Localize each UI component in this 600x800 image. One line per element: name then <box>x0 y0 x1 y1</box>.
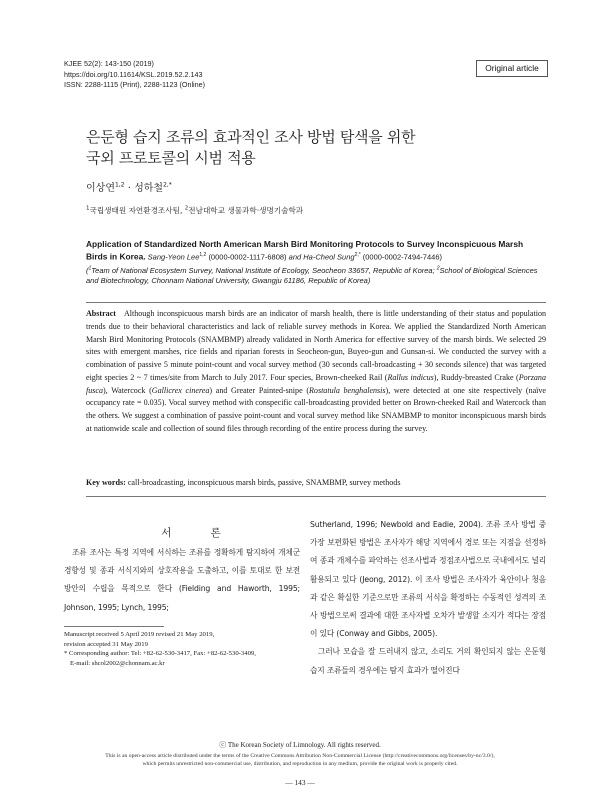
doi-link[interactable]: https://doi.org/10.11614/KSL.2019.52.2.143 <box>64 69 203 79</box>
abstract-label: Abstract <box>86 309 116 318</box>
korean-authors <box>86 179 172 194</box>
affiliation-text-en: School of Biological Sciences and Biotechnology, Chonnam National University, Gwangju 61186, Republic of Korea) <box>86 265 538 285</box>
body-paragraph: 조류 조사는 특정 지역에 서식하는 조류를 정확하게 탐지하여 개체군 경향성 및 종과 서식지와의 상호작용을 도출하고, 이를 토대로 한 보전 방안의 수립을 목적으로 한다 (Fielding and Haworth, 1995; Johnson, 1995; Lynch, 1995; <box>64 548 300 612</box>
korean-title-line2: 국외 프로토콜의 시범 적용 <box>86 149 256 167</box>
english-title: Application of Standardized North American Marsh Bird Monitoring Protocols to Survey Inconspicuous Marsh Birds in Korea. <box>86 239 524 262</box>
orcid: (0000-0002-7494-7446) <box>362 252 442 262</box>
orcid: (0000-0002-1117-6808) <box>208 252 287 262</box>
species-name: Rostatula benghalensis <box>309 385 386 395</box>
footnote-divider <box>64 626 164 627</box>
journal-citation: KJEE 52(2): 143-150 (2019) <box>64 59 154 68</box>
author-name: 이상연 <box>86 183 115 194</box>
affil-sup: 2 <box>436 265 440 272</box>
korean-title-line1: 은둔형 습지 조류의 효과적인 조사 방법 탐색을 위한 <box>86 128 416 146</box>
abstract-divider-top <box>86 302 546 303</box>
author-name-en: Sang-Yeon Lee <box>147 252 200 262</box>
author-affil-sup: 2,* <box>163 181 172 189</box>
species-name: Rallus indicus <box>387 372 434 382</box>
affil-sup: 1 <box>86 205 90 212</box>
korean-title <box>86 127 415 169</box>
author-name-en: Ha-Cheol Sung <box>303 252 355 262</box>
copyright-notice: ⓒ The Korean Society of Limnology. All rights reserved. <box>219 741 381 749</box>
author-affil-sup: 1,2 <box>199 252 207 259</box>
footnote-line: Manuscript received 5 April 2019 revised 21 May 2019, <box>64 631 215 638</box>
species-name: Gallicrex cinerea <box>151 385 210 395</box>
abstract-text: Although inconspicuous marsh birds are an indicator of marsh health, there is little understanding of their status and population trends due to their behavioral characteristics and lack of reliable survey methods in Korea. We applied the Standardized North American Marsh Bird Monitoring Protocols (SNAMBMP) already validated in North America for effective survey of the marsh birds. We selected 29 sites with emergent marshes, rice fields and riparian forests in Seocheon-gun, Buyeo-gun and Gunsan-si. We conducted the survey with a combination of passive 5 minute point-count and vocal survey method (30 seconds call-broadcasting + 30 seconds silence) that was targeted eight species 2 ~ 7 times/site from March to July 2017. Four species, Brown-cheeked Rail ( <box>86 309 546 382</box>
author-conjunction: and <box>288 252 302 262</box>
footnote-line: * Corresponding author: Tel: +82-62-530-3417, Fax: +82-62-530-3409, <box>64 650 256 658</box>
abstract <box>86 308 546 436</box>
english-title-block <box>86 239 546 286</box>
abstract-text: ), were detected at one site respectively (naïve occupancy rate = 0.035). Vocal survey method with conspecific call-broadcasting provided better on Brown-cheeked Rail and Watercock than the others. We suggest a combination of passive point-count and vocal survey method like SNAMBMP to monitor inconspicuous marsh birds at nationwide scale and collection of sound files through recording of the entire process during the survey. <box>86 385 546 433</box>
keywords-text: call-broadcasting, inconspicuous marsh birds, passive, SNAMBMP, survey methods <box>125 478 401 487</box>
footnote-email[interactable]: E-mail: shcol2002@chonnam.ac.kr <box>70 659 165 667</box>
body-column-right <box>310 516 546 680</box>
section-heading-introduction: 서 론 <box>161 527 239 539</box>
license-line: which permits unrestricted non-commercial use, distribution, and reproduction in any medium, provide the original work is properly cited. <box>142 761 458 768</box>
footnote-line: revision accepted 31 May 2019 <box>64 640 148 648</box>
abstract-text: ), Ruddy-breasted Crake ( <box>433 372 519 382</box>
species-name: Porzana fusca <box>86 372 546 395</box>
affil-sup: 2 <box>184 205 189 212</box>
author-separator: · <box>124 183 135 194</box>
author-affil-sup: 2,* <box>354 252 361 259</box>
affiliation-text: 전남대학교 생물과학·생명기술학과 <box>188 206 304 215</box>
affiliation-text-en: Team of National Ecosystem Survey, National Institute of Ecology, Seocheon 33657, Republic of Korea; <box>91 265 437 275</box>
korean-affiliations <box>86 205 303 216</box>
affiliation-text: 국립생태원 자연환경조사팀, <box>89 206 185 215</box>
abstract-divider-bottom <box>86 496 546 497</box>
affil-sup: 1 <box>88 265 92 272</box>
author-name: 성하철 <box>134 183 164 194</box>
abstract-text: ) and Greater Painted-snipe ( <box>209 385 309 395</box>
license-notice <box>60 752 540 769</box>
body-column-left <box>64 544 300 617</box>
english-affiliations: ($^1$Team of National Ecosystem Survey, National Institute of Ecology, Seocheon 33657, Republic of Korea; $^2$School of Biological Sciences and Biotechnology, Chonnam National University, Gwangju 61186, Republic of Korea) <box>86 265 538 285</box>
keywords <box>86 478 546 487</box>
author-affil-sup: 1,2 <box>114 181 125 189</box>
body-paragraph: 그러나 모습을 잘 드러내지 않고, 소리도 거의 확인되지 않는 은둔형 습지 조류들의 경우에는 탐지 효과가 떨어진다 <box>310 647 546 675</box>
abstract-text: ), Watercock ( <box>103 385 152 395</box>
journal-header <box>64 59 205 91</box>
license-line: This is an open-access article distributed under the terms of the Creative Commons Attribution Non-Commercial License (http://creativecommons.org/licenses/by-nc/3.0/), <box>105 753 495 759</box>
page-number: — 143 — <box>285 778 315 787</box>
issn-line: ISSN: 2288-1115 (Print), 2288-1123 (Online) <box>64 80 206 89</box>
keywords-label: Key words: <box>86 478 126 487</box>
article-type-badge: Original article <box>476 60 548 77</box>
footnote <box>64 630 300 668</box>
body-paragraph: Sutherland, 1996; Newbold and Eadie, 2004). 조류 조사 방법 중 가장 보편화된 방법은 조사자가 해당 지역에서 경로 또는 지점을 선정하여 종과 개체수를 파악하는 선조사법과 정점조사법으로 국내에서도 널리 활용되고 있다 (Jeong, 2012). 이 조사 방법은 조사자가 육안이나 청음과 같은 확실한 기준으로만 조류의 서식을 확정하는 수동적인 성격의 조사 방법으로써 결과에 대한 조사자별 오차가 발생할 소지가 적다는 장점이 있다 (Conway and Gibbs, 2005). <box>310 520 546 639</box>
